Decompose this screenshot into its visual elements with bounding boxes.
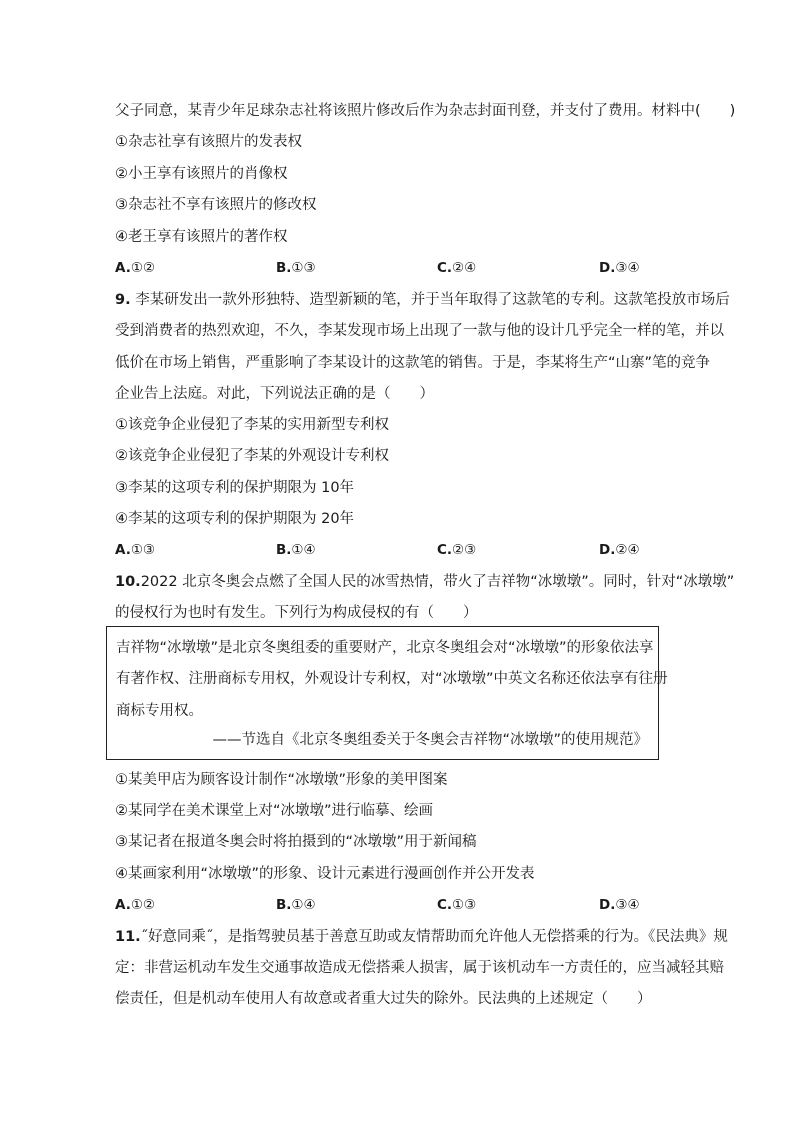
q10-material-line-1: 吉祥物“冰墩墩”是北京冬奥组委的重要财产，北京冬奥组会对“冰墩墩”的形象依法享 [116,640,654,656]
q11-stem-line-1: 11.˝好意同乘˝，是指驾驶员基于善意互助或友情帮助而允许他人无偿搭乘的行为。《民法典》规 [115,929,728,945]
q10-option-a[interactable]: A.①② [115,897,156,913]
q9-stem-line-2: 受到消费者的热烈欢迎，不久，李某发现市场上出现了一款与他的设计几乎完全一样的笔，并以 [115,323,724,339]
q9-stem-line-4: 企业告上法庭。对此，下列说法正确的是（ ） [115,386,434,402]
q10-material-box [106,626,668,760]
q8-item-4: ④老王享有该照片的著作权 [115,229,288,245]
q11-stem-line-3: 偿责任，但是机动车使用人有故意或者重大过失的除外。民法典的上述规定（ ） [115,991,652,1007]
q8-item-2: ②小王享有该照片的肖像权 [115,166,288,182]
q10-option-b[interactable]: B.①④ [276,897,316,913]
q11-number: 11. [115,929,141,945]
q10-item-3: ③某记者在报道冬奥会时将拍摄到的“冰墩墩”用于新闻稿 [115,834,477,850]
q10-number: 10. [115,574,141,590]
q9-item-1: ①该竞争企业侵犯了李某的实用新型专利权 [115,417,389,433]
q8-options [115,258,715,278]
q8-option-d[interactable]: D.③④ [599,260,640,276]
q10-item-1: ①某美甲店为顾客设计制作“冰墩墩”形象的美甲图案 [115,772,448,788]
q8-item-3: ③杂志社不享有该照片的修改权 [115,197,317,213]
q9-item-2: ②该竞争企业侵犯了李某的外观设计专利权 [115,448,389,464]
q9-option-d[interactable]: D.②④ [599,542,640,558]
q9-option-c[interactable]: C.②③ [437,542,477,558]
q10-material-line-3: 商标专用权。 [116,703,203,719]
q10-option-d[interactable]: D.③④ [599,897,640,913]
q9-item-3: ③李某的这项专利的保护期限为 10年 [115,480,355,496]
q8-item-1: ①杂志社享有该照片的发表权 [115,134,302,150]
q9-item-4: ④李某的这项专利的保护期限为 20年 [115,511,355,527]
q10-stem-line-2: 的侵权行为也时有发生。下列行为构成侵权的有（ ） [115,605,478,621]
q9-option-b[interactable]: B.①④ [276,542,316,558]
q10-item-4: ④某画家利用“冰墩墩”的形象、设计元素进行漫画创作并公开发表 [115,866,535,882]
q8-option-a[interactable]: A.①② [115,260,156,276]
q10-option-c[interactable]: C.①③ [437,897,477,913]
q9-stem-line-1: 9. 李某研发出一款外形独特、造型新颖的笔，并于当年取得了这款笔的专利。这款笔投放市场后 [115,292,730,308]
q8-stem-line: 父子同意，某青少年足球杂志社将该照片修改后作为杂志封面刊登，并支付了费用。材料中( ) [115,103,736,119]
q11-stem-line-2: 定：非营运机动车发生交通事故造成无偿搭乘人损害，属于该机动车一方责任的，应当减轻其赔 [115,960,724,976]
q10-options [115,895,715,915]
q9-number: 9. [115,292,131,308]
q9-option-a[interactable]: A.①③ [115,542,156,558]
q8-option-c[interactable]: C.②④ [437,260,477,276]
q9-options [115,540,715,560]
q9-stem-line-3: 低价在市场上销售，严重影响了李某设计的这款笔的销售。于是，李某将生产“山寨”笔的竞争 [115,355,711,371]
q10-material-line-2: 有著作权、注册商标专用权，外观设计专利权，对“冰墩墩”中英文名称还依法享有往册 [116,671,668,687]
q10-material-source: ——节选自《北京冬奥组委关于冬奥会吉祥物“冰墩墩”的使用规范》 [212,732,648,748]
q10-item-2: ②某同学在美术课堂上对“冰墩墩”进行临摹、绘画 [115,803,434,819]
q8-option-b[interactable]: B.①③ [276,260,316,276]
q10-stem-line-1: 10.2022 北京冬奥会点燃了全国人民的冰雪热情，带火了吉祥物“冰墩墩”。同时，针对“冰墩墩” [115,574,735,590]
